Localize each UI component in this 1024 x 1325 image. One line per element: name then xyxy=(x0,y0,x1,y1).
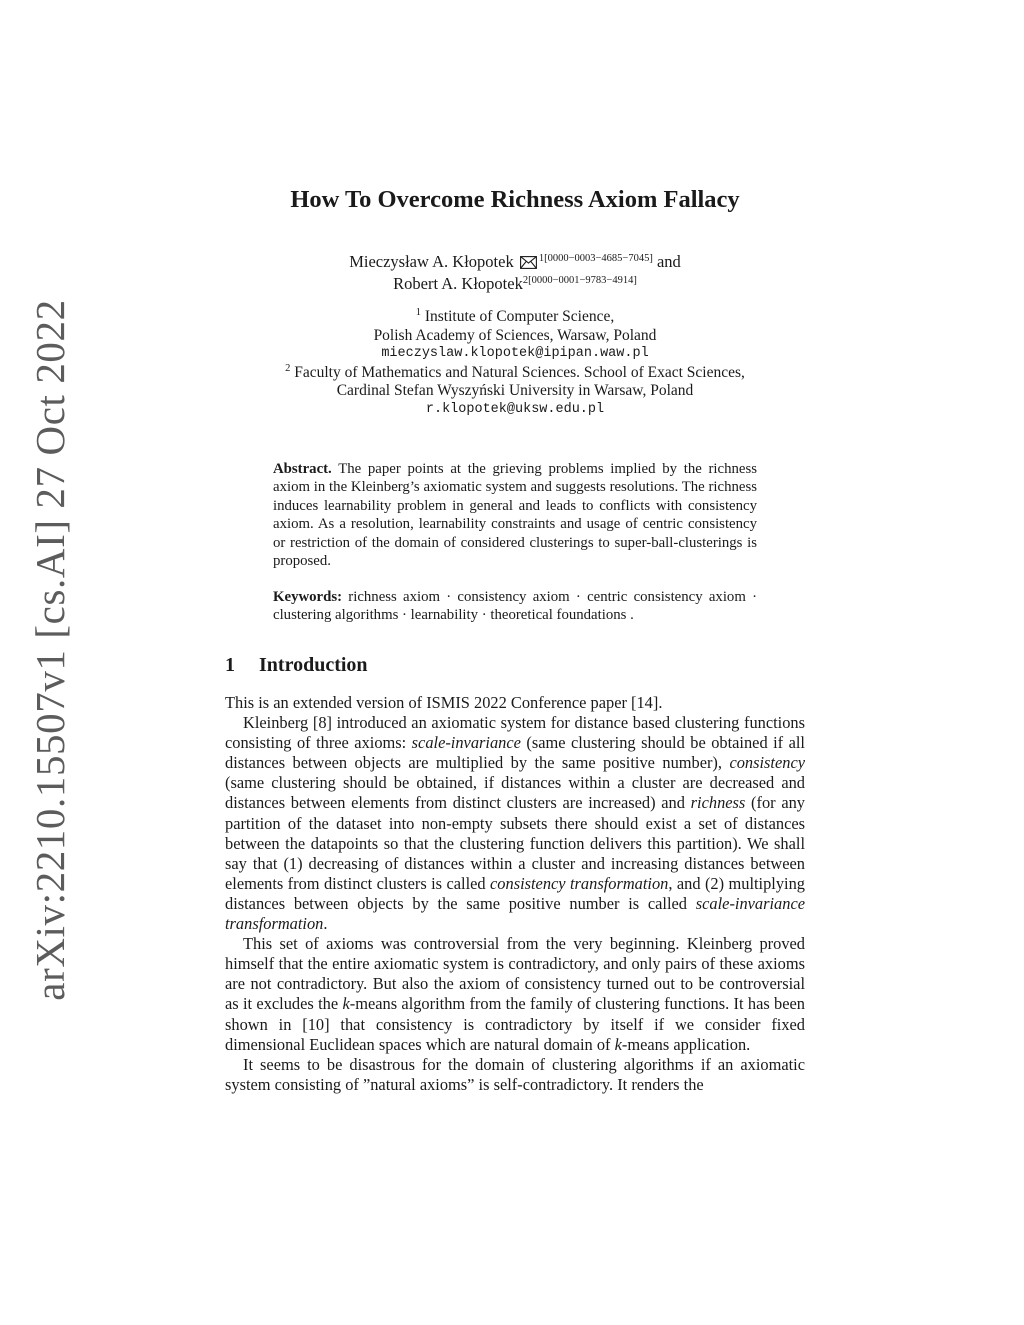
math-k: k xyxy=(614,1034,622,1054)
affiliation-1-institute: Institute of Computer Science, xyxy=(424,308,615,325)
author-2-orcid: 2[0000−0001−9783−4914] xyxy=(522,275,637,286)
keywords xyxy=(273,588,757,625)
paragraph-3 xyxy=(225,934,805,1055)
author-line-2 xyxy=(225,274,805,294)
author-block xyxy=(225,252,805,294)
p3-segment: -means application. xyxy=(621,1034,751,1054)
term-consistency-transformation: consistency transformation xyxy=(490,873,669,893)
affiliation-2-number: 2 xyxy=(285,362,291,374)
p2-segment: . xyxy=(323,914,328,934)
section-number: 1 xyxy=(225,654,235,676)
keywords-text: richness axiom · consistency axiom · centric consistency axiom · clustering algorithms · learnability · theoretical foundations . xyxy=(273,589,758,624)
term-richness: richness xyxy=(690,793,746,813)
paragraph-1: This is an extended version of ISMIS 2022 Conference paper [14]. xyxy=(225,693,663,712)
author-1-orcid: 1[0000−0003−4685−7045] xyxy=(538,253,653,264)
affiliation-2-email: r.klopotek@uksw.edu.pl xyxy=(425,401,605,417)
affiliations xyxy=(225,308,805,420)
keywords-label: Keywords: xyxy=(273,589,343,605)
math-k: k xyxy=(342,994,350,1014)
arxiv-identifier: arXiv:2210.15507v1 [cs.AI] 27 Oct 2022 xyxy=(27,299,73,1001)
affiliation-2-line-2: Cardinal Stefan Wyszyński University in Warsaw, Poland xyxy=(336,382,694,400)
p3-segment: This set of axioms was controversial from the very beginning. Kleinberg proved himself that the entire axiomatic system is contradictory, and only pairs of these axioms are not contradictory. But also the axiom of consistency turned out to be controversial as it excludes the xyxy=(225,934,805,1014)
affiliation-2-faculty: Faculty of Mathematics and Natural Sciences. School of Exact Sciences, xyxy=(294,363,745,381)
paragraph-2 xyxy=(225,713,805,934)
author-line-1 xyxy=(225,252,805,274)
abstract-label: Abstract. xyxy=(273,461,332,477)
abstract xyxy=(273,460,757,570)
author-1-name: Mieczysław A. Kłopotek xyxy=(349,252,514,271)
arxiv-sidebar xyxy=(20,0,80,1325)
affiliation-1-email: mieczyslaw.klopotek@ipipan.waw.pl xyxy=(381,346,649,362)
section-heading xyxy=(225,654,805,677)
p2-segment: , and (2) multiplying distances between objects by the same positive number is called xyxy=(225,873,806,913)
section-title: Introduction xyxy=(259,654,368,676)
term-scale-invariance: scale-invariance xyxy=(411,733,521,753)
envelope-icon xyxy=(520,254,537,274)
paper-title: How To Overcome Richness Axiom Fallacy xyxy=(290,186,740,213)
term-scale-invariance-transformation: scale-invariance transformation xyxy=(225,893,805,934)
abstract-text: The paper points at the grieving problems implied by the richness axiom in the Kleinberg’s axiomatic system and suggests resolutions. The richness induces learnability problem in general and leads to conflicts with consistency axiom. As a resolution, learnability constraints and usage of centric consistency or restriction of the domain of considered clusterings to super-ball-clusterings is proposed. xyxy=(273,461,757,570)
p2-segment: (for any partition of the dataset into non-empty subsets there should exist a set of distances between the datapoints so that the clustering function delivers this partition). We shall say that (1) decreasing of distances within a cluster and increasing distances between elements from distinct clusters is called xyxy=(225,793,805,893)
and-word: and xyxy=(656,252,681,271)
p3-segment: -means algorithm from the family of clustering functions. It has been shown in [10] that consistency is contradictory by itself if we consider fixed dimensional Euclidean spaces which are natural domain of xyxy=(225,994,805,1054)
affiliation-1-number: 1 xyxy=(415,307,421,318)
affiliation-1-line-2: Polish Academy of Sciences, Warsaw, Poland xyxy=(373,326,657,344)
author-2-name: Robert A. Kłopotek xyxy=(393,274,523,293)
paragraph-4: It seems to be disastrous for the domain of clustering algorithms if an axiomatic system consisting of ”natural axioms” is self-contradictory. It renders the xyxy=(225,1054,805,1094)
affiliation-2-line-1 xyxy=(225,364,805,383)
p2-segment: (same clustering should be obtained if all distances between objects are multiplied by the same positive number), xyxy=(225,733,805,773)
p2-segment: Kleinberg [8] introduced an axiomatic system for distance based clustering functions consisting of three axioms: xyxy=(225,713,805,753)
body-text xyxy=(225,693,805,1095)
affiliation-1-line-1 xyxy=(225,308,805,327)
term-consistency: consistency xyxy=(729,753,805,773)
p2-segment: (same clustering should be obtained, if distances within a cluster are decreased and distances between elements from distinct clusters are increased) and xyxy=(225,773,805,813)
